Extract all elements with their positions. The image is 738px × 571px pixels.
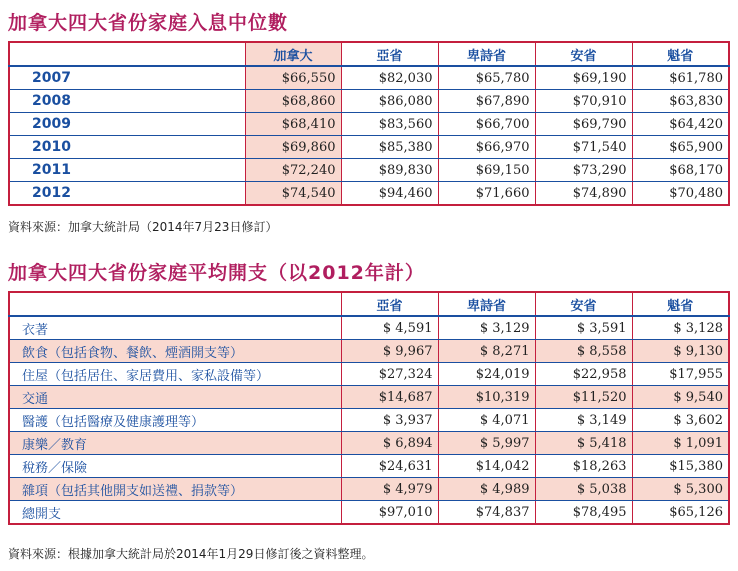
table-row [9, 501, 729, 525]
expense-table [8, 291, 730, 525]
value-cell: $74,890 [535, 182, 632, 206]
value-cell: $66,550 [245, 66, 341, 90]
value-cell: $72,240 [245, 159, 341, 182]
value-cell: $ 5,038 [535, 478, 632, 501]
value-cell: $71,660 [438, 182, 535, 206]
value-cell: $22,958 [535, 363, 632, 386]
table-row [9, 136, 729, 159]
expense-source-note: 資料來源：根據加拿大統計局於2014年1月29日修訂後之資料整理。 [8, 547, 374, 561]
value-cell: $94,460 [341, 182, 438, 206]
table-row [9, 66, 729, 90]
year-cell: 2007 [9, 66, 245, 90]
table-row [9, 340, 729, 363]
value-cell: $ 4,071 [438, 409, 535, 432]
value-cell: $ 5,997 [438, 432, 535, 455]
item-cell: 雜項（包括其他開支如送禮、捐款等） [9, 478, 341, 501]
value-cell: $14,042 [438, 455, 535, 478]
value-cell: $ 1,091 [632, 432, 729, 455]
year-cell: 2008 [9, 90, 245, 113]
value-cell: $ 9,967 [341, 340, 438, 363]
year-cell: 2009 [9, 113, 245, 136]
value-cell: $ 3,129 [438, 316, 535, 340]
value-cell: $70,910 [535, 90, 632, 113]
value-cell: $69,790 [535, 113, 632, 136]
value-cell: $ 3,602 [632, 409, 729, 432]
value-cell: $10,319 [438, 386, 535, 409]
value-cell: $15,380 [632, 455, 729, 478]
item-cell: 康樂／教育 [9, 432, 341, 455]
value-cell: $ 9,540 [632, 386, 729, 409]
item-cell: 醫護（包括醫療及健康護理等） [9, 409, 341, 432]
income-table-header-row [9, 42, 729, 66]
income-header-bc: 卑詩省 [438, 42, 535, 66]
table-row [9, 432, 729, 455]
value-cell: $14,687 [341, 386, 438, 409]
table-row [9, 363, 729, 386]
value-cell: $86,080 [341, 90, 438, 113]
value-cell: $71,540 [535, 136, 632, 159]
income-table [8, 41, 730, 206]
table-row [9, 386, 729, 409]
value-cell: $ 3,937 [341, 409, 438, 432]
income-header-ontario: 安省 [535, 42, 632, 66]
value-cell: $85,380 [341, 136, 438, 159]
expense-header-quebec: 魁省 [632, 292, 729, 316]
value-cell: $ 3,149 [535, 409, 632, 432]
value-cell: $24,631 [341, 455, 438, 478]
expense-header-ontario: 安省 [535, 292, 632, 316]
expense-header-blank [9, 292, 341, 316]
value-cell: $24,019 [438, 363, 535, 386]
value-cell: $97,010 [341, 501, 438, 525]
income-source-note: 資料來源：加拿大統計局（2014年7月23日修訂） [8, 220, 278, 234]
value-cell: $66,700 [438, 113, 535, 136]
value-cell: $78,495 [535, 501, 632, 525]
table-row [9, 113, 729, 136]
value-cell: $68,170 [632, 159, 729, 182]
value-cell: $68,860 [245, 90, 341, 113]
value-cell: $69,150 [438, 159, 535, 182]
expense-header-alberta: 亞省 [341, 292, 438, 316]
income-header-alberta: 亞省 [341, 42, 438, 66]
value-cell: $68,410 [245, 113, 341, 136]
value-cell: $65,126 [632, 501, 729, 525]
value-cell: $66,970 [438, 136, 535, 159]
value-cell: $ 5,418 [535, 432, 632, 455]
year-cell: 2011 [9, 159, 245, 182]
expense-table-header-row [9, 292, 729, 316]
value-cell: $82,030 [341, 66, 438, 90]
table-row [9, 90, 729, 113]
value-cell: $70,480 [632, 182, 729, 206]
value-cell: $65,780 [438, 66, 535, 90]
table-row [9, 478, 729, 501]
value-cell: $18,263 [535, 455, 632, 478]
income-header-quebec: 魁省 [632, 42, 729, 66]
value-cell: $67,890 [438, 90, 535, 113]
value-cell: $ 3,591 [535, 316, 632, 340]
value-cell: $89,830 [341, 159, 438, 182]
value-cell: $74,837 [438, 501, 535, 525]
value-cell: $27,324 [341, 363, 438, 386]
value-cell: $61,780 [632, 66, 729, 90]
income-header-canada: 加拿大 [245, 42, 341, 66]
table-row [9, 316, 729, 340]
table-row [9, 409, 729, 432]
value-cell: $74,540 [245, 182, 341, 206]
item-cell: 總開支 [9, 501, 341, 525]
item-cell: 飲食（包括食物、餐飲、煙酒開支等） [9, 340, 341, 363]
value-cell: $11,520 [535, 386, 632, 409]
value-cell: $ 8,271 [438, 340, 535, 363]
expense-table-title: 加拿大四大省份家庭平均開支（以2012年計） [8, 262, 425, 284]
value-cell: $ 5,300 [632, 478, 729, 501]
table-row [9, 159, 729, 182]
value-cell: $73,290 [535, 159, 632, 182]
value-cell: $69,190 [535, 66, 632, 90]
item-cell: 稅務／保險 [9, 455, 341, 478]
item-cell: 住屋（包括居住、家居費用、家私設備等） [9, 363, 341, 386]
table-row [9, 182, 729, 206]
expense-header-bc: 卑詩省 [438, 292, 535, 316]
value-cell: $17,955 [632, 363, 729, 386]
value-cell: $ 8,558 [535, 340, 632, 363]
value-cell: $ 4,989 [438, 478, 535, 501]
table-row [9, 455, 729, 478]
item-cell: 交通 [9, 386, 341, 409]
item-cell: 衣著 [9, 316, 341, 340]
year-cell: 2010 [9, 136, 245, 159]
income-header-blank [9, 42, 245, 66]
value-cell: $ 9,130 [632, 340, 729, 363]
year-cell: 2012 [9, 182, 245, 206]
value-cell: $ 4,979 [341, 478, 438, 501]
value-cell: $65,900 [632, 136, 729, 159]
value-cell: $ 4,591 [341, 316, 438, 340]
value-cell: $ 6,894 [341, 432, 438, 455]
income-table-title: 加拿大四大省份家庭入息中位數 [8, 12, 289, 34]
value-cell: $ 3,128 [632, 316, 729, 340]
value-cell: $63,830 [632, 90, 729, 113]
value-cell: $83,560 [341, 113, 438, 136]
value-cell: $69,860 [245, 136, 341, 159]
value-cell: $64,420 [632, 113, 729, 136]
